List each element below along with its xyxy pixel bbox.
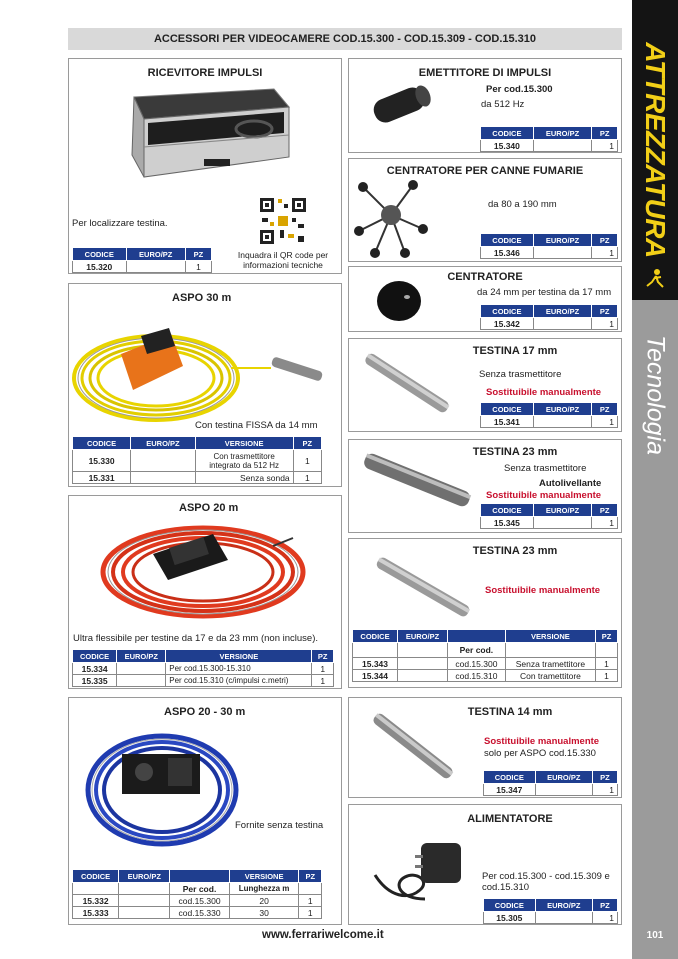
col-code: CODICE — [481, 127, 534, 140]
col-pz: PZ — [592, 899, 617, 912]
col-pz: PZ — [293, 437, 321, 450]
product-compat: Per cod.15.300 — [486, 84, 553, 95]
card-aspo-30m — [68, 283, 342, 487]
product-frequency: da 512 Hz — [481, 99, 525, 110]
card-title: ASPO 20 m — [179, 502, 239, 514]
col-euro: EURO/PZ — [126, 248, 185, 261]
product-description: Senza trasmettitore — [504, 463, 587, 474]
col-version: VERSIONE — [229, 870, 299, 883]
product-image-camera-head — [355, 448, 475, 512]
col-pz: PZ — [299, 870, 322, 883]
card-title: ALIMENTATORE — [467, 813, 553, 825]
col-code: CODICE — [484, 899, 536, 912]
price-table — [480, 402, 618, 428]
card-centratore-canne-fumarie — [348, 158, 622, 262]
col-code: CODICE — [73, 870, 119, 883]
col-euro: EURO/PZ — [398, 630, 448, 643]
product-description: solo per ASPO cod.15.330 — [484, 748, 596, 759]
product-feature: Sostituibile manualmente — [485, 585, 601, 596]
col-version: VERSIONE — [195, 437, 293, 450]
col-blank — [170, 870, 229, 883]
card-title: TESTINA 14 mm — [467, 706, 553, 718]
card-alimentatore — [348, 804, 622, 925]
product-image-camera-head — [367, 551, 477, 623]
col-euro: EURO/PZ — [535, 771, 592, 784]
table-subheader-row: Per cod. Lunghezza m — [73, 883, 322, 895]
price-table — [480, 304, 618, 330]
product-image-reel-yellow — [71, 306, 336, 424]
product-image-reel-blue — [84, 728, 244, 848]
price-table — [72, 247, 212, 273]
price-table — [72, 436, 322, 484]
price-table — [483, 898, 618, 924]
card-aspo-20m — [68, 495, 342, 689]
table-row: 15.341 1 — [481, 416, 618, 428]
product-image-emitter — [367, 83, 437, 129]
card-emettitore-impulsi — [348, 58, 622, 153]
product-description: da 80 a 190 mm — [488, 199, 557, 210]
price-table — [480, 126, 618, 152]
product-note: Con testina FISSA da 14 mm — [195, 420, 318, 431]
card-title: TESTINA 23 mm — [472, 446, 558, 458]
card-centratore — [348, 266, 622, 332]
price-table — [352, 629, 618, 682]
col-pz: PZ — [592, 234, 618, 247]
col-code: CODICE — [73, 437, 131, 450]
col-pz: PZ — [592, 127, 618, 140]
table-row: 15.305 1 — [484, 912, 618, 924]
product-image-power-adapter — [369, 835, 469, 905]
page-number: 101 — [646, 930, 664, 941]
product-note: Fornite senza testina — [235, 820, 324, 831]
col-euro: EURO/PZ — [119, 870, 170, 883]
card-title: ASPO 30 m — [172, 292, 232, 304]
table-subheader-row: Per cod. — [353, 643, 618, 658]
col-euro: EURO/PZ — [533, 504, 592, 517]
product-note: Ultra flessibile per testine da 17 e da 23 mm (non incluse). — [73, 633, 319, 644]
table-row: 15.347 1 — [484, 784, 618, 796]
card-testina-14mm — [348, 697, 622, 798]
table-row: 15.334 Per cod.15.300-15.310 1 — [73, 663, 334, 675]
card-title: CENTRATORE — [447, 271, 523, 283]
table-row: 15.330 Con trasmettitore integrato da 512 Hz 1 — [73, 450, 322, 472]
col-euro: EURO/PZ — [533, 234, 592, 247]
section-title-attrezzatura: ATTREZZATURA — [640, 42, 671, 258]
product-image-camera-head — [355, 349, 455, 421]
col-code: CODICE — [481, 305, 534, 318]
col-code: CODICE — [73, 650, 117, 663]
table-row: 15.345 1 — [481, 517, 618, 529]
product-image-reel-red — [93, 516, 323, 626]
product-description: Per cod.15.300 - cod.15.309 e cod.15.310 — [482, 871, 610, 893]
col-version: VERSIONE — [166, 650, 312, 663]
product-image-centering-device — [353, 175, 433, 259]
product-description: da 24 mm per testina da 17 mm — [477, 287, 612, 298]
price-table — [480, 233, 618, 259]
product-feature-bold: Autolivellante — [539, 478, 602, 489]
table-row: 15.340 1 — [481, 140, 618, 152]
table-row: 15.320 1 — [73, 261, 212, 273]
price-table — [72, 869, 322, 919]
product-description: Senza trasmettitore — [479, 369, 562, 380]
card-title: TESTINA 17 mm — [472, 345, 558, 357]
col-euro: EURO/PZ — [533, 305, 592, 318]
col-pz: PZ — [592, 305, 618, 318]
price-table — [72, 649, 334, 687]
col-code: CODICE — [481, 504, 534, 517]
price-table — [480, 503, 618, 529]
page-header-banner: ACCESSORI PER VIDEOCAMERE COD.15.300 - COD.15.309 - COD.15.310 — [68, 28, 622, 50]
col-code: CODICE — [484, 771, 536, 784]
table-row: 15.333 cod.15.330 30 1 — [73, 907, 322, 919]
card-title: RICEVITORE IMPULSI — [147, 67, 263, 79]
col-pz: PZ — [592, 403, 618, 416]
col-code: CODICE — [73, 248, 127, 261]
footer-website-link[interactable]: www.ferrariwelcome.it — [262, 929, 384, 941]
table-row: 15.331 Senza sonda 1 — [73, 472, 322, 484]
col-euro: EURO/PZ — [533, 403, 592, 416]
card-title: EMETTITORE DI IMPULSI — [418, 67, 552, 79]
table-row: 15.332 cod.15.300 20 1 — [73, 895, 322, 907]
table-row: 15.335 Per cod.15.310 (c/impulsi c.metri) 1 — [73, 675, 334, 687]
card-ricevitore-impulsi — [68, 58, 342, 274]
table-row: 15.342 1 — [481, 318, 618, 330]
col-code: CODICE — [481, 403, 534, 416]
col-blank — [447, 630, 505, 643]
col-pz: PZ — [312, 650, 334, 663]
col-euro: EURO/PZ — [533, 127, 592, 140]
table-row: 15.343 cod.15.300 Senza tramettitore 1 — [353, 658, 618, 670]
col-pz: PZ — [596, 630, 618, 643]
qr-instructions: Inquadra il QR code per informazioni tecniche — [237, 250, 329, 270]
card-title: TESTINA 23 mm — [472, 545, 558, 557]
product-image-case — [124, 85, 294, 190]
product-image-camera-head — [361, 706, 461, 786]
col-euro: EURO/PZ — [131, 437, 196, 450]
product-feature: Sostituibile manualmente — [484, 736, 600, 747]
price-table — [483, 770, 618, 796]
section-subtitle-tecnologia: Tecnologia — [641, 334, 670, 456]
card-testina-17mm — [348, 338, 622, 432]
col-euro: EURO/PZ — [535, 899, 592, 912]
product-feature: Sostituibile manualmente — [486, 490, 602, 501]
qr-code-icon — [258, 196, 308, 246]
col-pz: PZ — [592, 771, 617, 784]
table-row: 15.346 1 — [481, 247, 618, 259]
product-description: Per localizzare testina. — [72, 218, 168, 229]
worker-icon — [644, 268, 666, 290]
product-image-centratore — [373, 275, 425, 325]
col-version: VERSIONE — [505, 630, 595, 643]
col-code: CODICE — [481, 234, 534, 247]
sidebar-section-tab — [632, 0, 678, 959]
card-title: ASPO 20 - 30 m — [164, 706, 246, 718]
table-row: 15.344 cod.15.310 Con tramettitore 1 — [353, 670, 618, 682]
product-feature: Sostituibile manualmente — [486, 387, 602, 398]
card-testina-23mm — [348, 538, 622, 688]
card-testina-23mm-autolivellante — [348, 439, 622, 533]
card-title: CENTRATORE PER CANNE FUMARIE — [386, 165, 584, 177]
col-pz: PZ — [592, 504, 618, 517]
col-euro: EURO/PZ — [117, 650, 166, 663]
card-aspo-20-30m — [68, 697, 342, 925]
col-pz: PZ — [185, 248, 211, 261]
col-code: CODICE — [353, 630, 398, 643]
